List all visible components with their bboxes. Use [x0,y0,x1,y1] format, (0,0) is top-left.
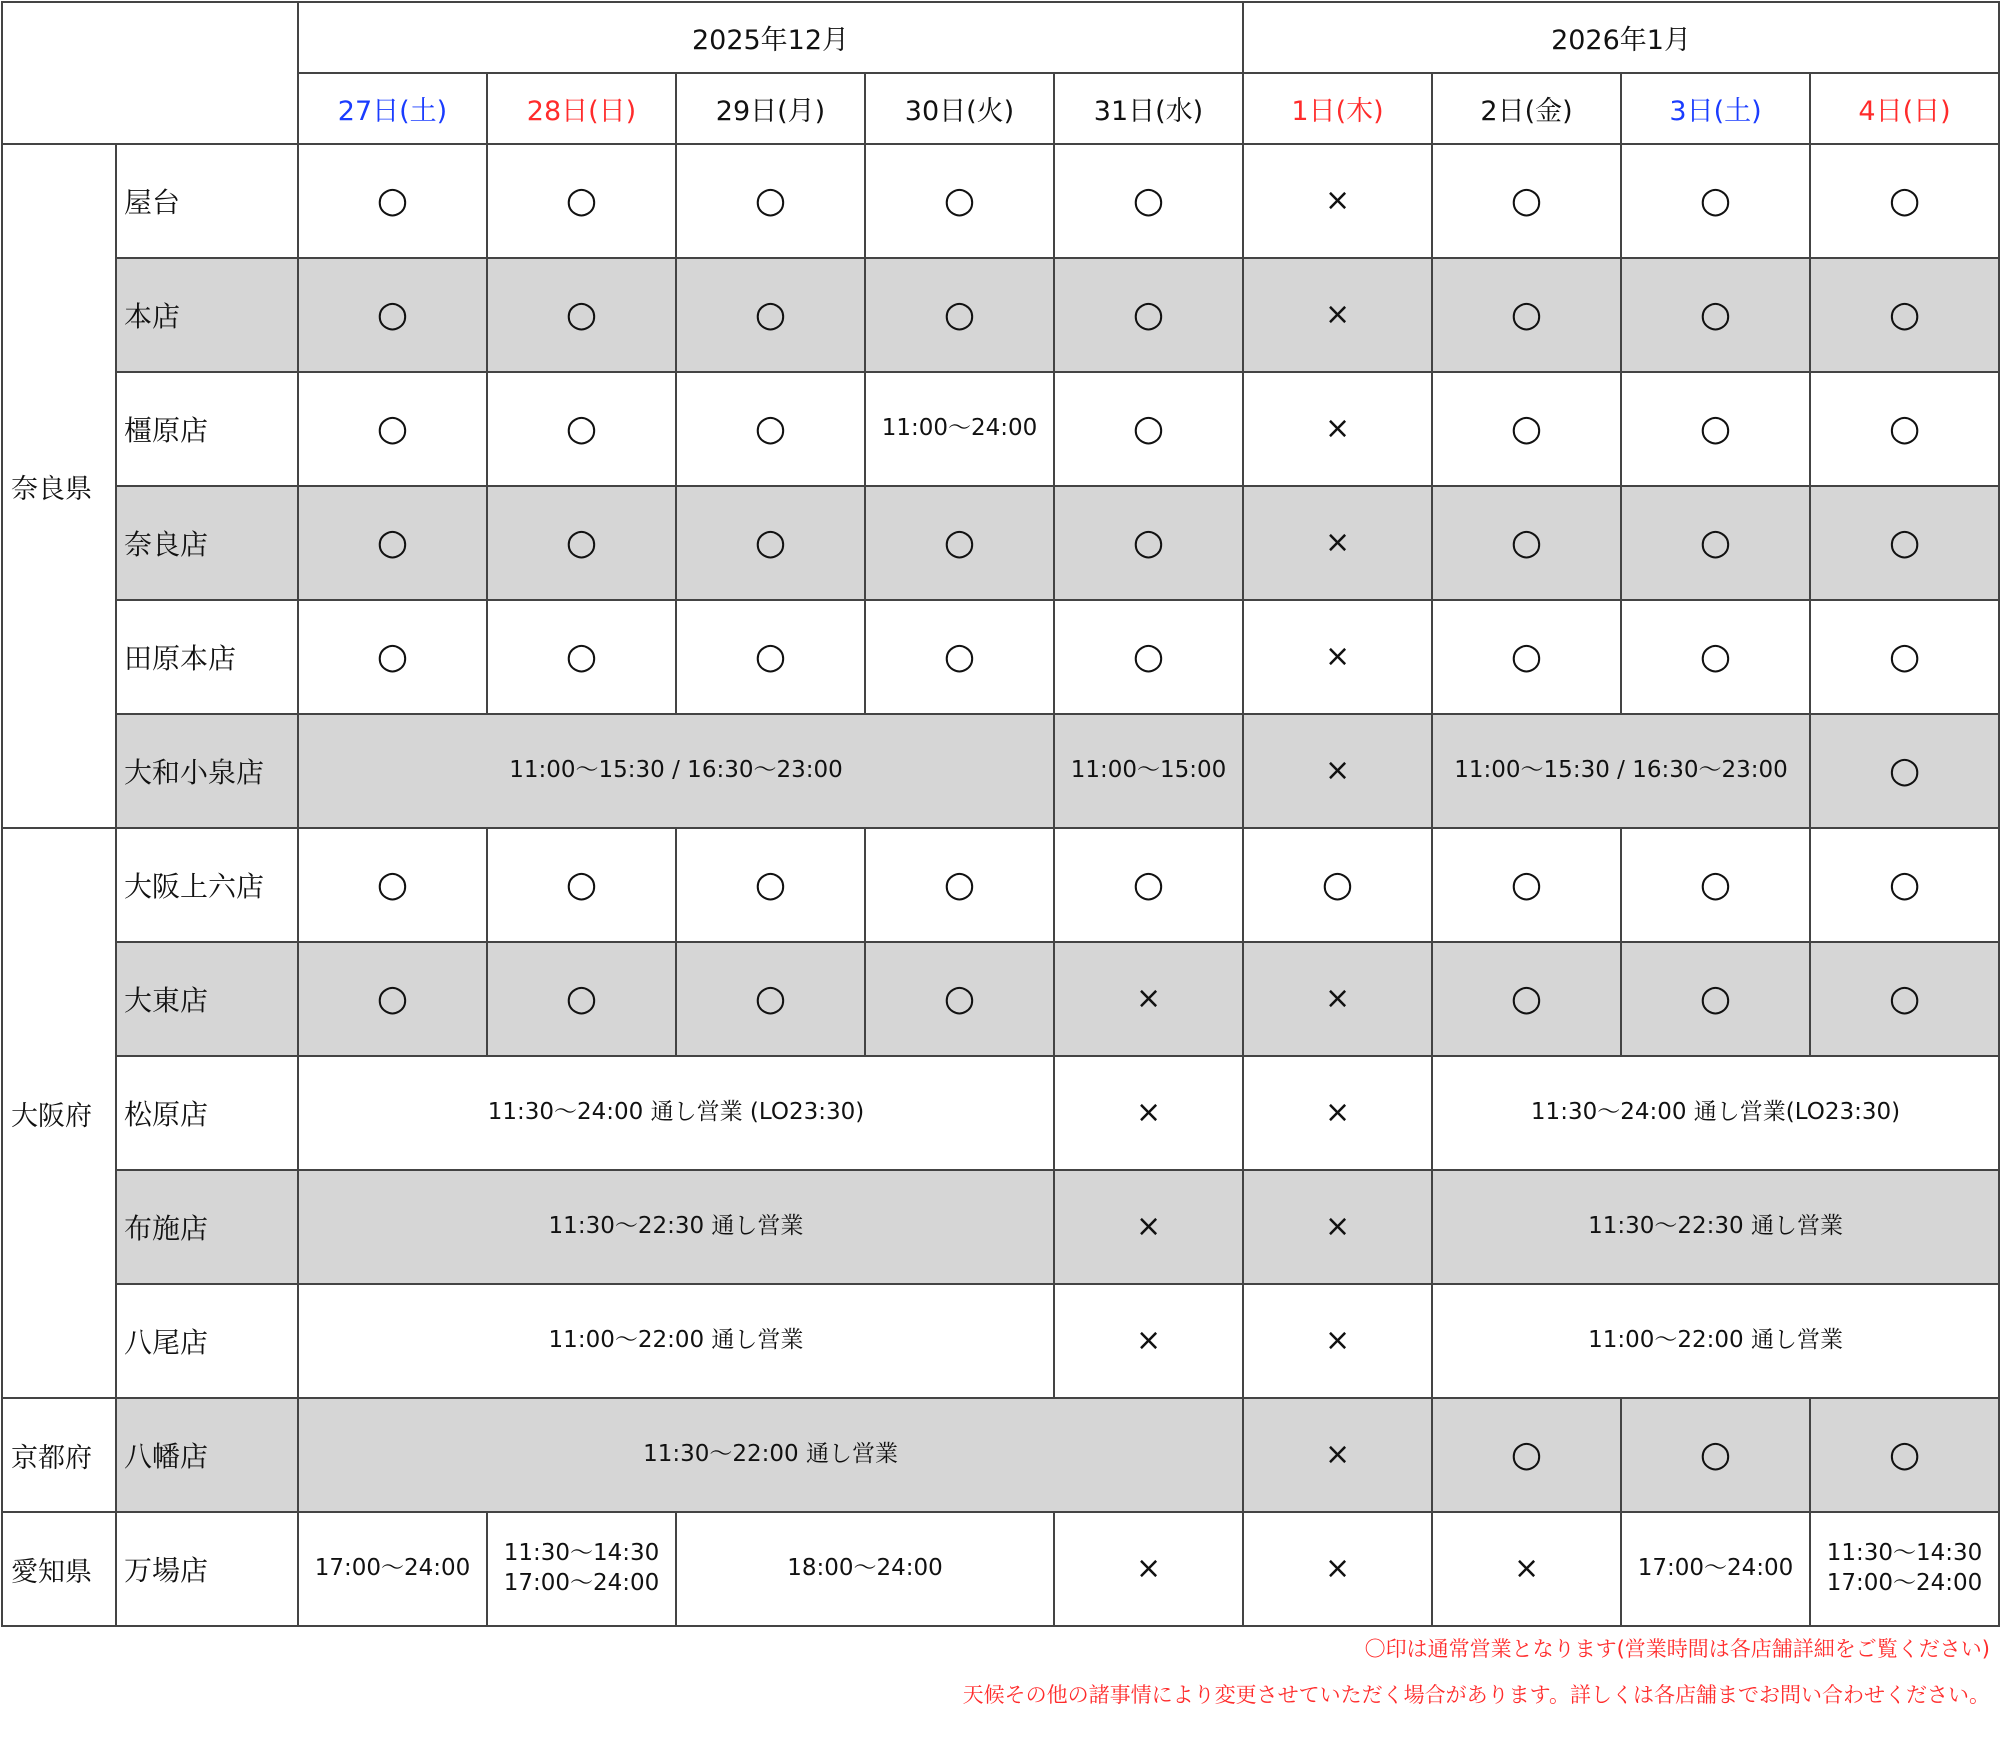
open-mark: ○ [754,636,787,677]
schedule-cell [1243,258,1432,372]
open-mark: ○ [1510,636,1543,677]
schedule-cell [1621,1398,1810,1512]
schedule-cell [1432,1284,1999,1398]
store-row [2,486,1999,600]
schedule-cell [676,372,865,486]
schedule-cell [1621,828,1810,942]
schedule-cell [676,258,865,372]
schedule-cell [1243,714,1432,828]
schedule-cell [1621,144,1810,258]
day-header: 29日(月) [676,73,865,144]
open-mark: ○ [1699,180,1732,221]
store-row [2,600,1999,714]
closed-mark: × [1324,1437,1351,1472]
schedule-cell [298,1398,1243,1512]
schedule-cell [676,600,865,714]
schedule-cell [1621,1512,1810,1626]
day-header: 27日(土) [298,73,487,144]
open-mark: ○ [565,180,598,221]
hours-text: 11:30〜22:30 通し営業 [548,1213,804,1240]
hours-text: 11:30〜22:00 通し営業 [643,1441,898,1468]
schedule-cell [1810,1398,1999,1512]
schedule-cell [1243,144,1432,258]
open-mark: ○ [1510,180,1543,221]
schedule-cell [487,1512,676,1626]
schedule-cell [1432,1398,1621,1512]
closed-mark: × [1324,1209,1351,1244]
schedule-cell [1621,942,1810,1056]
open-mark: ○ [943,978,976,1019]
closed-mark: × [1135,981,1162,1016]
day-header: 4日(日) [1810,73,1999,144]
schedule-cell [298,828,487,942]
open-mark: ○ [1132,522,1165,563]
open-mark: ○ [1510,294,1543,335]
schedule-cell [487,942,676,1056]
schedule-cell [1243,372,1432,486]
schedule-cell [676,828,865,942]
open-mark: ○ [943,180,976,221]
schedule-cell [676,942,865,1056]
schedule-cell [298,144,487,258]
closed-mark: × [1324,525,1351,560]
open-mark: ○ [565,408,598,449]
hours-text: 11:00〜22:00 通し営業 [548,1327,804,1354]
open-mark: ○ [376,864,409,905]
schedule-cell [865,258,1054,372]
schedule-cell [1054,258,1243,372]
closed-mark: × [1135,1209,1162,1244]
schedule-cell [1621,600,1810,714]
hours-text: 11:00〜24:00 [881,415,1038,442]
open-mark: ○ [565,978,598,1019]
schedule-cell [865,372,1054,486]
day-header: 28日(日) [487,73,676,144]
store-row [2,828,1999,942]
store-row [2,942,1999,1056]
day-header-row [2,73,1999,144]
hours-text: 11:00〜22:00 通し営業 [1588,1327,1843,1354]
closed-mark: × [1324,981,1351,1016]
open-mark: ○ [943,294,976,335]
schedule-cell [1810,258,1999,372]
closed-mark: × [1135,1551,1162,1586]
closed-mark: × [1324,639,1351,674]
schedule-cell [298,486,487,600]
hours-text: 11:30〜22:30 通し営業 [1588,1213,1843,1240]
schedule-cell [298,600,487,714]
open-mark: ○ [376,978,409,1019]
schedule-cell [1810,486,1999,600]
store-name: 大和小泉店 [116,714,298,828]
schedule-cell [1243,1512,1432,1626]
schedule-cell [298,258,487,372]
schedule-cell [487,144,676,258]
schedule-cell [298,1056,1054,1170]
month-header-row [2,2,1999,73]
open-mark: ○ [1510,408,1543,449]
closed-mark: × [1324,753,1351,788]
store-name: 田原本店 [116,600,298,714]
store-name: 橿原店 [116,372,298,486]
open-mark: ○ [565,864,598,905]
schedule-cell [1432,1170,1999,1284]
open-mark: ○ [565,636,598,677]
schedule-cell [1054,1284,1243,1398]
store-row [2,144,1999,258]
schedule-cell [1432,1056,1999,1170]
store-name: 松原店 [116,1056,298,1170]
schedule-cell [487,486,676,600]
open-mark: ○ [1132,180,1165,221]
schedule-cell [487,258,676,372]
day-header: 30日(火) [865,73,1054,144]
schedule-cell [1054,1170,1243,1284]
hours-text: 11:30〜14:30 17:00〜24:00 [1826,1540,1983,1596]
hours-text: 17:00〜24:00 [314,1555,471,1582]
open-mark: ○ [1888,978,1921,1019]
schedule-cell [1054,144,1243,258]
open-mark: ○ [376,522,409,563]
day-header: 2日(金) [1432,73,1621,144]
open-mark: ○ [376,636,409,677]
day-header: 1日(木) [1243,73,1432,144]
open-mark: ○ [1888,522,1921,563]
open-mark: ○ [754,978,787,1019]
open-mark: ○ [754,180,787,221]
open-mark: ○ [754,522,787,563]
hours-text: 11:00〜15:30 / 16:30〜23:00 [509,757,843,784]
schedule-cell [1054,714,1243,828]
schedule-cell [1432,486,1621,600]
schedule-cell [1810,600,1999,714]
schedule-cell [1432,372,1621,486]
schedule-cell [1243,828,1432,942]
schedule-cell [1621,486,1810,600]
month-header: 2025年12月 [298,2,1243,73]
open-mark: ○ [376,294,409,335]
schedule-cell [487,600,676,714]
schedule-cell [298,1512,487,1626]
open-mark: ○ [943,636,976,677]
schedule-cell [865,942,1054,1056]
prefecture-cell: 京都府 [2,1398,116,1512]
schedule-cell [676,1512,1054,1626]
store-row [2,258,1999,372]
schedule-cell [1432,258,1621,372]
schedule-cell [1432,600,1621,714]
schedule-cell [1054,828,1243,942]
open-mark: ○ [1699,408,1732,449]
open-mark: ○ [1321,864,1354,905]
schedule-cell [1810,828,1999,942]
open-mark: ○ [1699,1434,1732,1475]
open-mark: ○ [1510,978,1543,1019]
hours-text: 11:00〜15:30 / 16:30〜23:00 [1454,757,1788,784]
open-mark: ○ [565,522,598,563]
hours-text: 11:00〜15:00 [1070,757,1227,784]
open-mark: ○ [1699,978,1732,1019]
open-mark: ○ [1132,294,1165,335]
schedule-cell [1432,714,1810,828]
closed-mark: × [1324,183,1351,218]
schedule-cell [865,828,1054,942]
note-legend: 〇印は通常営業となります(営業時間は各店舗詳細をご覧ください) [1364,1637,1990,1661]
open-mark: ○ [565,294,598,335]
open-mark: ○ [1132,408,1165,449]
store-name: 大阪上六店 [116,828,298,942]
open-mark: ○ [1699,522,1732,563]
store-row [2,1056,1999,1170]
closed-mark: × [1324,297,1351,332]
prefecture-cell: 愛知県 [2,1512,116,1626]
open-mark: ○ [754,864,787,905]
store-name: 大東店 [116,942,298,1056]
store-name: 布施店 [116,1170,298,1284]
store-name: 奈良店 [116,486,298,600]
schedule-cell [1243,1170,1432,1284]
schedule-cell [1432,144,1621,258]
schedule-cell [676,144,865,258]
store-row [2,372,1999,486]
schedule-cell [1810,714,1999,828]
hours-text: 17:00〜24:00 [1637,1555,1794,1582]
schedule-cell [1054,486,1243,600]
note-disclaimer: 天候その他の諸事情により変更させていただく場合があります。詳しくは各店舗までお問い合わせください。 [962,1683,1990,1707]
schedule-cell [1243,1398,1432,1512]
open-mark: ○ [754,294,787,335]
schedule-cell [1243,1056,1432,1170]
open-mark: ○ [1132,864,1165,905]
schedule-cell [1621,258,1810,372]
corner-cell [2,2,298,144]
open-mark: ○ [943,864,976,905]
schedule-cell [1432,1512,1621,1626]
schedule-cell [1810,372,1999,486]
open-mark: ○ [1699,864,1732,905]
hours-text: 11:30〜14:30 17:00〜24:00 [503,1540,660,1596]
holiday-hours-table [1,1,2000,1627]
open-mark: ○ [1510,864,1543,905]
schedule-cell [676,486,865,600]
open-mark: ○ [754,408,787,449]
schedule-cell [298,372,487,486]
hours-text: 11:30〜24:00 通し営業(LO23:30) [1530,1099,1901,1126]
schedule-cell [865,600,1054,714]
closed-mark: × [1324,1095,1351,1130]
closed-mark: × [1324,1551,1351,1586]
schedule-cell [298,942,487,1056]
prefecture-cell: 大阪府 [2,828,116,1398]
day-header: 31日(水) [1054,73,1243,144]
store-name: 八幡店 [116,1398,298,1512]
schedule-cell [1243,600,1432,714]
schedule-cell [1243,486,1432,600]
open-mark: ○ [1888,180,1921,221]
store-row [2,714,1999,828]
open-mark: ○ [1888,1434,1921,1475]
store-row [2,1512,1999,1626]
store-name: 屋台 [116,144,298,258]
schedule-cell [1054,600,1243,714]
schedule-cell [865,144,1054,258]
open-mark: ○ [1888,408,1921,449]
schedule-cell [1810,1512,1999,1626]
store-row [2,1170,1999,1284]
day-header: 3日(土) [1621,73,1810,144]
schedule-cell [1054,1056,1243,1170]
schedule-cell [1810,144,1999,258]
open-mark: ○ [1888,636,1921,677]
schedule-cell [865,486,1054,600]
schedule-cell [487,828,676,942]
schedule-cell [298,1284,1054,1398]
open-mark: ○ [1132,636,1165,677]
schedule-cell [1432,828,1621,942]
open-mark: ○ [1510,1434,1543,1475]
store-name: 万場店 [116,1512,298,1626]
open-mark: ○ [1888,294,1921,335]
open-mark: ○ [1699,636,1732,677]
schedule-cell [1432,942,1621,1056]
store-name: 八尾店 [116,1284,298,1398]
schedule-cell [1054,942,1243,1056]
closed-mark: × [1135,1095,1162,1130]
schedule-cell [487,372,676,486]
schedule-cell [298,714,1054,828]
schedule-cell [1054,1512,1243,1626]
closed-mark: × [1324,1323,1351,1358]
schedule-cell [1054,372,1243,486]
open-mark: ○ [1699,294,1732,335]
schedule-cell [298,1170,1054,1284]
open-mark: ○ [1888,750,1921,791]
schedule-cell [1810,942,1999,1056]
open-mark: ○ [1510,522,1543,563]
closed-mark: × [1135,1323,1162,1358]
store-name: 本店 [116,258,298,372]
schedule-cell [1621,372,1810,486]
open-mark: ○ [943,522,976,563]
schedule-cell [1243,942,1432,1056]
open-mark: ○ [376,408,409,449]
prefecture-cell: 奈良県 [2,144,116,828]
closed-mark: × [1513,1551,1540,1586]
month-header: 2026年1月 [1243,2,1999,73]
store-row [2,1284,1999,1398]
schedule-cell [1243,1284,1432,1398]
hours-text: 11:30〜24:00 通し営業 (LO23:30) [487,1099,865,1126]
open-mark: ○ [376,180,409,221]
closed-mark: × [1324,411,1351,446]
open-mark: ○ [1888,864,1921,905]
hours-text: 18:00〜24:00 [787,1555,943,1582]
store-row [2,1398,1999,1512]
